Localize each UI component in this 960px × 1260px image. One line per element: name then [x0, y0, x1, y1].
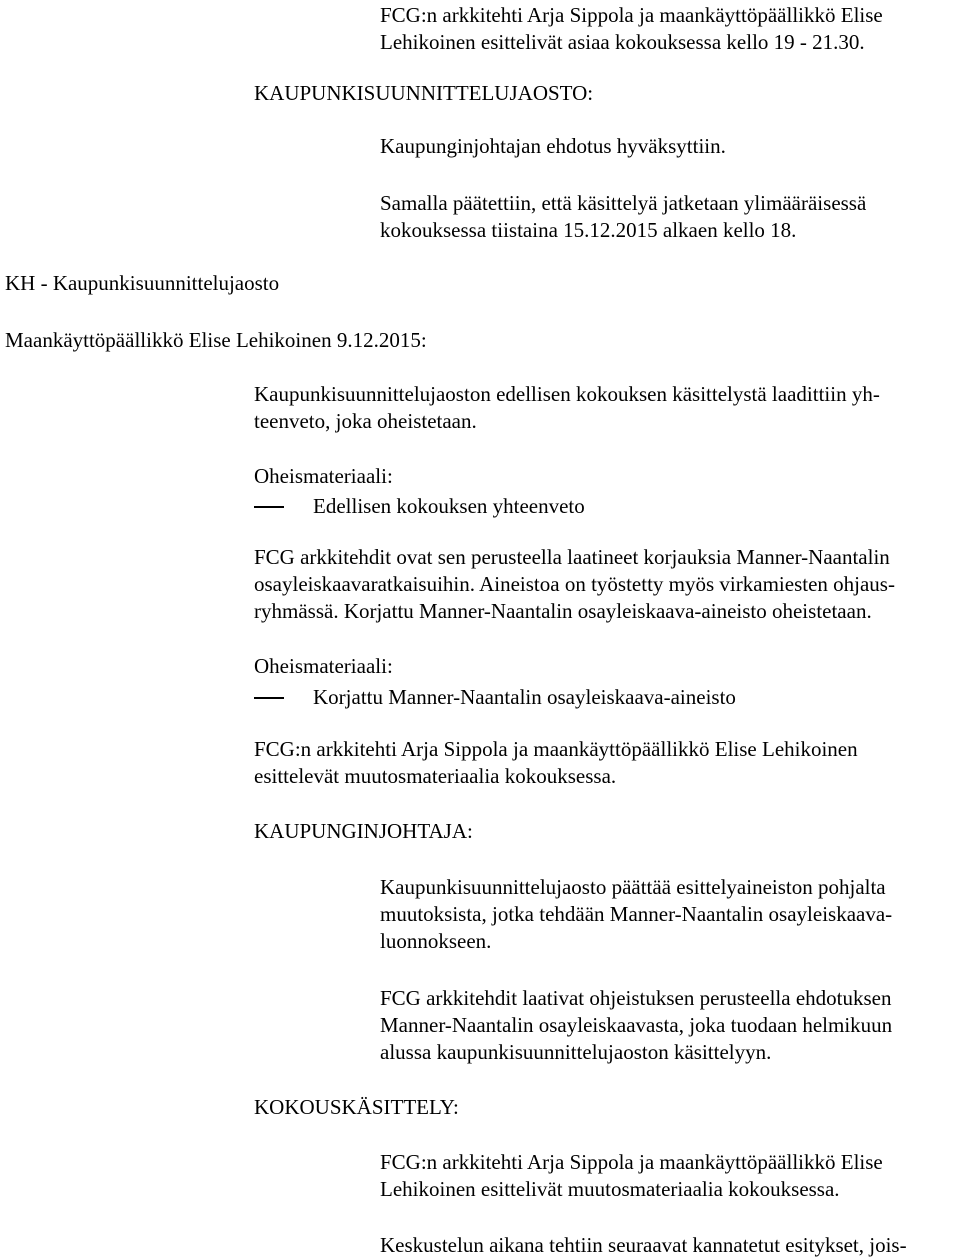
kaupunginjohtaja-heading: KAUPUNGINJOHTAJA:: [254, 819, 473, 843]
summary-line-1: Kaupunkisuunnittelujaoston edellisen kokouksen käsittelystä laadittiin yh-: [254, 382, 880, 406]
summary-line-2: teenveto, joka oheistetaan.: [254, 409, 477, 433]
proposal-line-3: luonnokseen.: [380, 929, 492, 953]
kj-fcg-line-2: Manner-Naantalin osayleiskaavasta, joka tuodaan helmikuun: [380, 1013, 893, 1037]
attachments-label-1: Oheismateriaali:: [254, 464, 393, 488]
intro-line-1: FCG:n arkkitehti Arja Sippola ja maankäyttöpäällikkö Elise: [380, 3, 883, 27]
kokous-line-1: FCG:n arkkitehti Arja Sippola ja maankäyttöpäällikkö Elise: [380, 1150, 883, 1174]
attachments-label-2: Oheismateriaali:: [254, 654, 393, 678]
attachment-1: Edellisen kokouksen yhteenveto: [313, 494, 585, 518]
continuation-line-1: Samalla päätettiin, että käsittelyä jatketaan ylimääräisessä: [380, 191, 867, 215]
kj-fcg-line-1: FCG arkkitehdit laativat ohjeistuksen perusteella ehdotuksen: [380, 986, 892, 1010]
intro-line-2: Lehikoinen esittelivät asiaa kokouksessa kello 19 - 21.30.: [380, 30, 865, 54]
author-date: Maankäyttöpäällikkö Elise Lehikoinen 9.12.2015:: [5, 328, 427, 352]
attachment-2: Korjattu Manner-Naantalin osayleiskaava-aineisto: [313, 685, 736, 709]
kokouskasittely-heading: KOKOUSKÄSITTELY:: [254, 1095, 459, 1119]
kokous-line-2: Lehikoinen esittelivät muutosmateriaalia kokouksessa.: [380, 1177, 840, 1201]
kokous-line-3: Keskustelun aikana tehtiin seuraavat kannatetut esitykset, jois-: [380, 1233, 907, 1257]
section-title: KH - Kaupunkisuunnittelujaosto: [5, 271, 280, 295]
dash-bullet-1: [254, 506, 284, 508]
fcg-line-2: osayleiskaavaratkaisuihin. Aineistoa on työstetty myös virkamiesten ohjaus-: [254, 572, 895, 596]
kj-fcg-line-3: alussa kaupunkisuunnittelujaoston käsittelyyn.: [380, 1040, 772, 1064]
decision-text: Kaupunginjohtajan ehdotus hyväksyttiin.: [380, 134, 726, 158]
proposal-line-1: Kaupunkisuunnittelujaosto päättää esittelyaineiston pohjalta: [380, 875, 886, 899]
fcg-line-3: ryhmässä. Korjattu Manner-Naantalin osayleiskaava-aineisto oheistetaan.: [254, 599, 872, 623]
presenters-line-2: esittelevät muutosmateriaalia kokouksessa.: [254, 764, 617, 788]
kaupunkisuunnittelujaosto-heading: KAUPUNKISUUNNITTELUJAOSTO:: [254, 81, 594, 105]
fcg-line-1: FCG arkkitehdit ovat sen perusteella laatineet korjauksia Manner-Naantalin: [254, 545, 890, 569]
continuation-line-2: kokouksessa tiistaina 15.12.2015 alkaen kello 18.: [380, 218, 797, 242]
presenters-line-1: FCG:n arkkitehti Arja Sippola ja maankäyttöpäällikkö Elise Lehikoinen: [254, 737, 858, 761]
dash-bullet-2: [254, 697, 284, 699]
proposal-line-2: muutoksista, jotka tehdään Manner-Naantalin osayleiskaava-: [380, 902, 893, 926]
